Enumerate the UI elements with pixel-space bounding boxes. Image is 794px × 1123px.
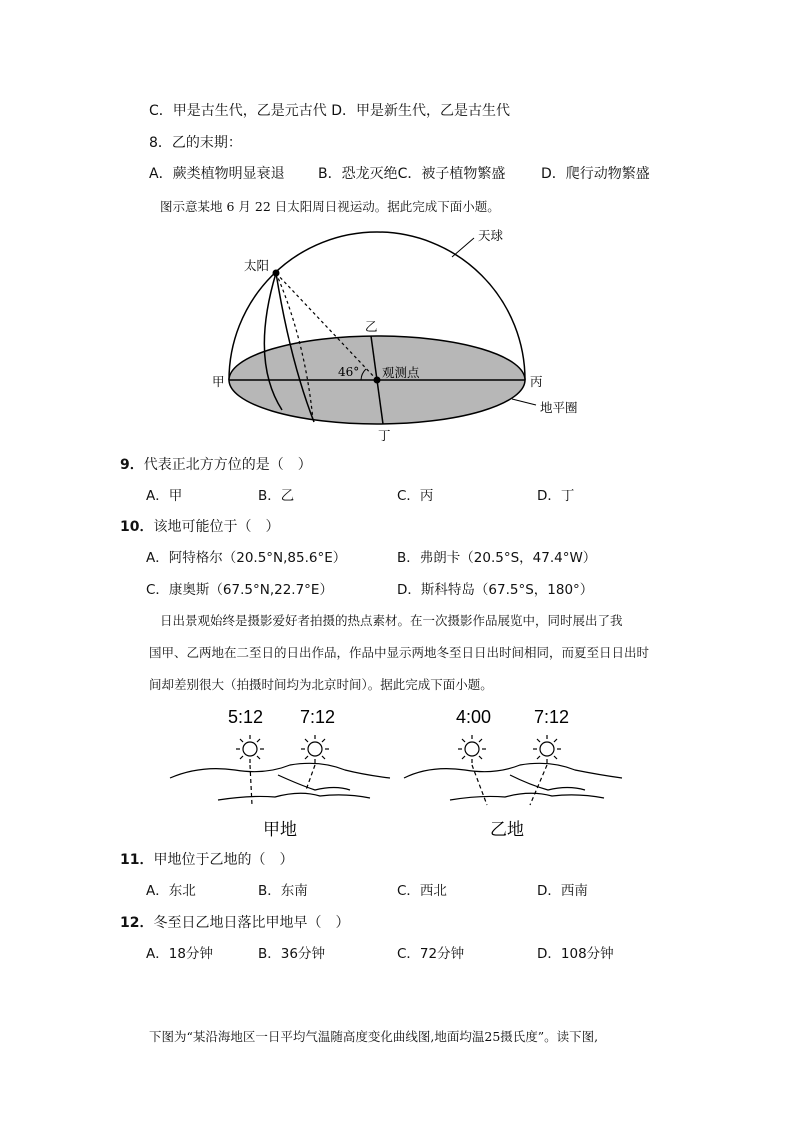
q11-option-d: D．西南 — [537, 883, 588, 899]
q9-option-d: D．丁 — [537, 488, 575, 504]
q12-option-d: D．108分钟 — [537, 946, 614, 962]
jia-landscape-3 — [278, 775, 350, 790]
sky-leader-line — [452, 238, 474, 257]
intro-temperature: 下图为“某沿海地区一日平均气温随高度变化曲线图,地面均温25摄氏度”。读下图, — [149, 1029, 599, 1044]
q9-option-a: A．甲 — [146, 488, 183, 504]
q11 — [120, 850, 293, 870]
q10-option-b: B．弗朗卡（20.5°S，47.4°W） — [397, 550, 597, 566]
yi-landscape-3 — [510, 775, 585, 790]
q10-stem: 该地可能位于（ ） — [153, 519, 280, 535]
jia-time-1: 5:12 — [228, 707, 264, 727]
q9-option-b: B．乙 — [258, 488, 295, 504]
q11-option-a: A．东北 — [146, 883, 196, 899]
q10-option-c: C．康奥斯（67.5°N,22.7°E） — [146, 582, 333, 598]
sun-label: 太阳 — [244, 258, 270, 273]
point-yi: 乙 — [365, 319, 378, 334]
q12 — [120, 913, 349, 933]
q8-option-b: B．恐龙灭绝C．被子植物繁盛 — [318, 166, 506, 182]
observer-dot — [374, 377, 381, 384]
yi-sun-icon-1 — [458, 735, 486, 763]
q8-option-d: D．爬行动物繁盛 — [541, 166, 650, 182]
q12-stem: 冬至日乙地日落比甲地早（ ） — [153, 915, 350, 931]
q7-options-continued: C．甲是古生代，乙是元古代 D．甲是新生代，乙是古生代 — [149, 103, 511, 119]
angle-label: 46° — [338, 365, 360, 379]
point-jia: 甲 — [212, 374, 225, 389]
q9 — [120, 455, 312, 475]
q9-number: 9． — [120, 457, 144, 473]
yi-landscape-1 — [404, 763, 622, 778]
yi-sun-icon-2 — [533, 735, 561, 763]
yi-label: 乙地 — [490, 820, 524, 840]
intro-sunrise-line-3: 间却差别很大（拍摄时间均为北京时间）。据此完成下面小题。 — [149, 677, 493, 692]
observer-label: 观测点 — [382, 365, 420, 380]
q11-option-c: C．西北 — [397, 883, 447, 899]
jia-time-2: 7:12 — [300, 707, 336, 727]
sunrise-photos-diagram — [0, 700, 794, 845]
q8-option-a: A．蕨类植物明显衰退 — [149, 166, 285, 182]
celestial-sphere-diagram — [0, 220, 794, 460]
q11-stem: 甲地位于乙地的（ ） — [153, 852, 294, 868]
q9-stem: 代表正北方方位的是（ ） — [143, 457, 312, 473]
yi-landscape-2 — [450, 793, 604, 800]
q12-number: 12． — [120, 915, 154, 931]
q10-option-d: D．斯科特岛（67.5°S，180°） — [397, 582, 594, 598]
intro-sunrise-line-2: 国甲、乙两地在二至日的日出作品，作品中显示两地冬至日日出时间相同，而夏至日日出时 — [149, 645, 650, 660]
intro-sun-diagram: 图示意某地 6 月 22 日太阳周日视运动。据此完成下面小题。 — [160, 199, 500, 214]
jia-sun-icon-1 — [236, 735, 264, 763]
jia-landscape-2 — [218, 793, 370, 800]
q12-option-a: A．18分钟 — [146, 946, 213, 962]
q11-number: 11． — [120, 852, 154, 868]
q11-option-b: B．东南 — [258, 883, 308, 899]
jia-sun-icon-2 — [301, 735, 329, 763]
q8-stem: 8．乙的末期： — [149, 135, 242, 151]
point-bing: 丙 — [530, 374, 543, 389]
point-ding: 丁 — [378, 428, 391, 443]
intro-sunrise-line-1: 日出景观始终是摄影爱好者拍摄的热点素材。在一次摄影作品展览中，同时展出了我 — [160, 613, 623, 628]
q12-option-b: B．36分钟 — [258, 946, 325, 962]
jia-panel — [170, 707, 390, 840]
q10-number: 10． — [120, 519, 154, 535]
horizon-leader-line — [512, 399, 536, 405]
q10-option-a: A．阿特格尔（20.5°N,85.6°E） — [146, 550, 347, 566]
jia-ray-2 — [306, 765, 315, 790]
horizon-label: 地平圈 — [540, 400, 578, 415]
sky-label: 天球 — [478, 228, 504, 243]
sun-dot — [273, 270, 280, 277]
yi-panel — [404, 707, 622, 840]
q10 — [120, 517, 279, 537]
jia-label: 甲地 — [263, 820, 297, 840]
yi-time-1: 4:00 — [456, 707, 492, 727]
yi-time-2: 7:12 — [534, 707, 570, 727]
q12-option-c: C．72分钟 — [397, 946, 465, 962]
q9-option-c: C．丙 — [397, 488, 434, 504]
